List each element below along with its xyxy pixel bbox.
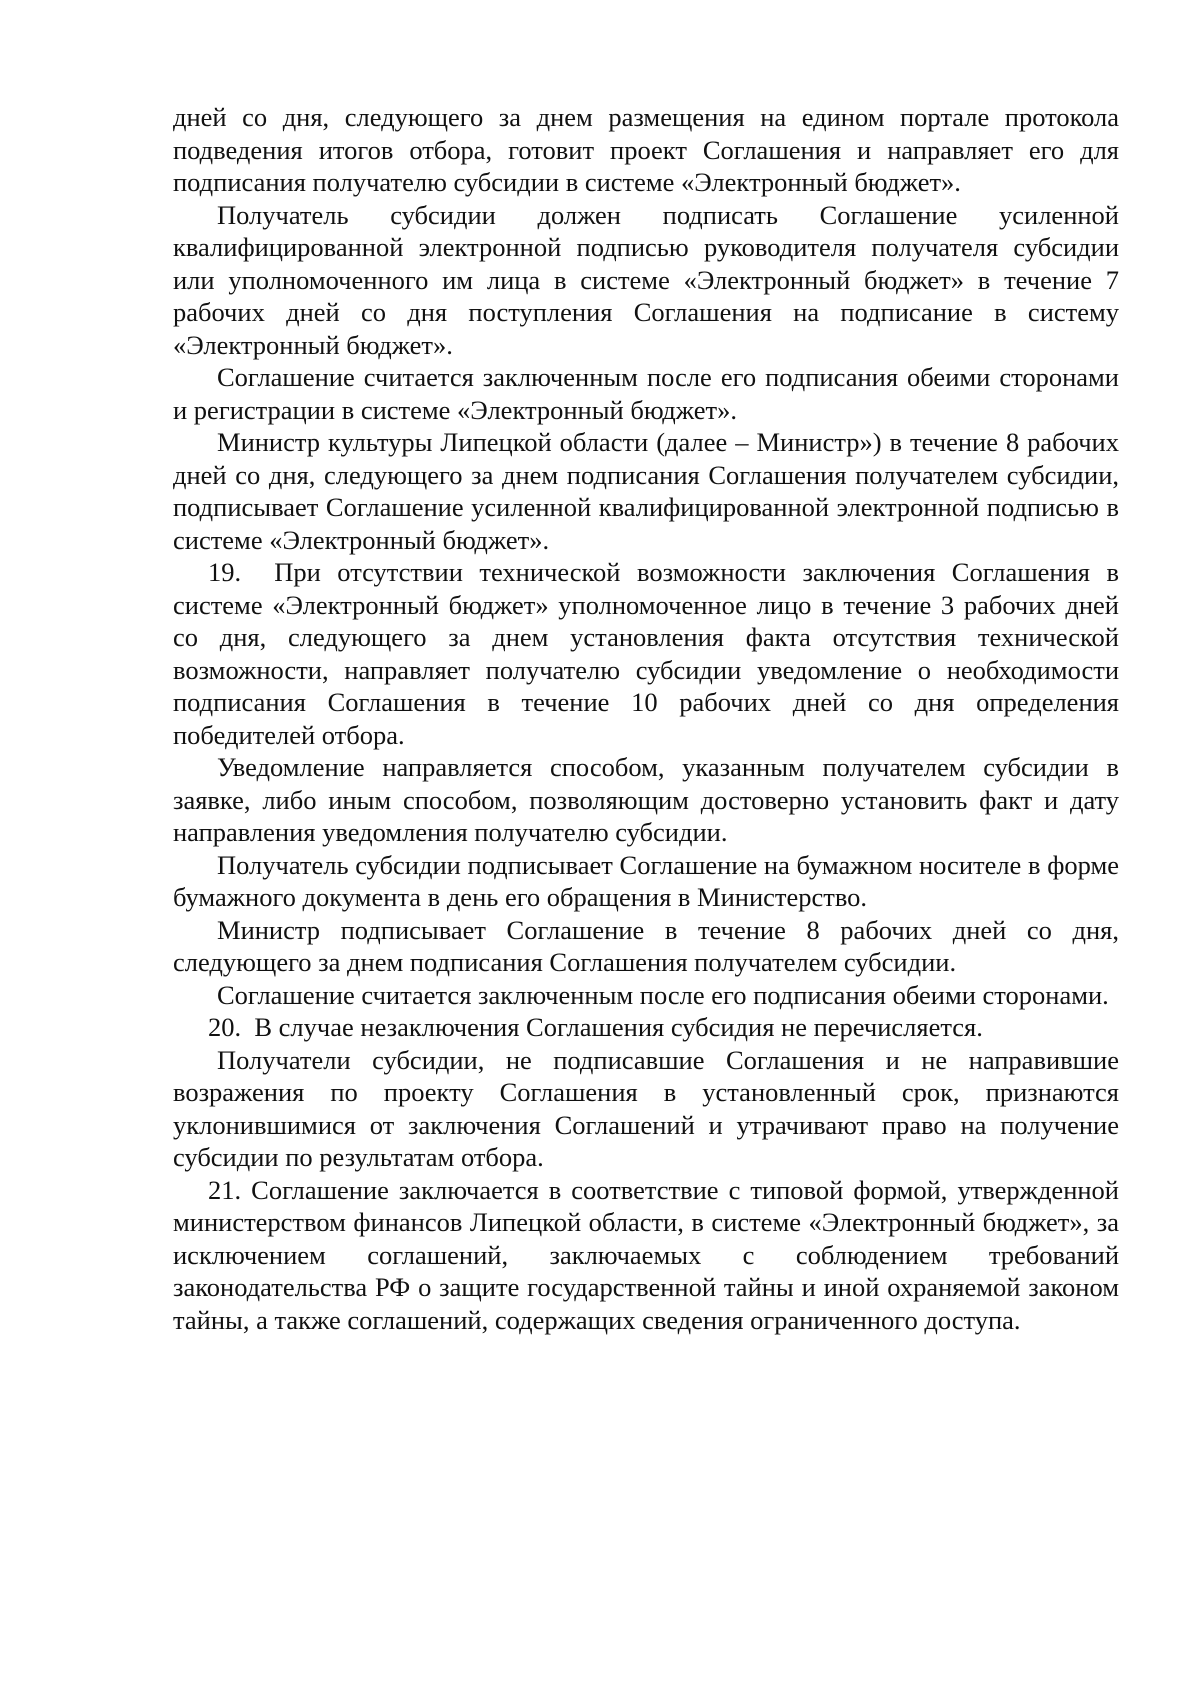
paragraph-text: Получатели субсидии, не подписавшие Соглашения и не направившие возражения по проекту Соглашения в установленный срок, признаются уклонившимися от заключения Соглашений и утрачивают право на получение субсидии по результатам отбора. bbox=[173, 1044, 1119, 1172]
paragraph-minister-paper-signing bbox=[173, 914, 1119, 979]
paragraph-minister-signs bbox=[173, 426, 1119, 556]
paragraph-text: При отсутствии технической возможности заключения Соглашения в системе «Электронный бюджет» уполномоченное лицо в течение 3 рабочих дней со дня, следующего за днем установления факта отсутствия технической возможности, направляет получателю субсидии уведомление о необходимости подписания Соглашения в течение 10 рабочих дней со дня определения победителей отбора. bbox=[173, 557, 1119, 750]
paragraph-agreement-concluded-2 bbox=[173, 979, 1119, 1012]
paragraph-notice bbox=[173, 751, 1119, 849]
paragraph-number: 19. bbox=[208, 557, 242, 587]
paragraph-continuation bbox=[173, 101, 1119, 199]
paragraph-evaders bbox=[173, 1044, 1119, 1174]
paragraph-20 bbox=[173, 1011, 1119, 1044]
paragraph-text: В случае незаключения Соглашения субсидия не перечисляется. bbox=[254, 1012, 983, 1042]
paragraph-19 bbox=[173, 556, 1119, 751]
paragraph-text: Уведомление направляется способом, указанным получателем субсидии в заявке, либо иным способом, позволяющим достоверно установить факт и дату направления уведомления получателю субсидии. bbox=[173, 752, 1119, 847]
paragraph-text: дней со дня, следующего за днем размещения на едином портале протокола подведения итогов отбора, готовит проект Соглашения и направляет его для подписания получателю субсидии в системе «Электронный бюджет». bbox=[173, 102, 1119, 197]
paragraph-text: Соглашение считается заключенным после его подписания обеими сторонами и регистрации в системе «Электронный бюджет». bbox=[173, 362, 1119, 425]
paragraph-paper-signing bbox=[173, 849, 1119, 914]
paragraph-text: Соглашение считается заключенным после его подписания обеими сторонами. bbox=[217, 979, 1109, 1010]
paragraph-text: Получатель субсидии подписывает Соглашение на бумажном носителе в форме бумажного документа в день его обращения в Министерство. bbox=[173, 849, 1119, 912]
paragraph-text: Получатель субсидии должен подписать Соглашение усиленной квалифицированной электронной подписью руководителя получателя субсидии или уполномоченного им лица в системе «Электронный бюджет» в течение 7 рабочих дней со дня поступления Соглашения на подписание в систему «Электронный бюджет». bbox=[173, 199, 1119, 360]
paragraph-recipient-signs bbox=[173, 199, 1119, 362]
paragraph-agreement-concluded bbox=[173, 361, 1119, 426]
paragraph-21 bbox=[173, 1174, 1119, 1337]
paragraph-text: Министр подписывает Соглашение в течение 8 рабочих дней со дня, следующего за днем подписания Соглашения получателем субсидии. bbox=[173, 914, 1119, 977]
paragraph-text: Соглашение заключается в соответствие с типовой формой, утвержденной министерством финансов Липецкой области, в системе «Электронный бюджет», за исключением соглашений, заключаемых с соблюдением требований законодательства РФ о защите государственной тайны и иной охраняемой законом тайны, а также соглашений, содержащих сведения ограниченного доступа. bbox=[173, 1174, 1119, 1335]
paragraph-number: 20. bbox=[208, 1012, 242, 1042]
paragraph-number: 21. bbox=[208, 1174, 242, 1205]
document-body bbox=[173, 101, 1119, 1336]
paragraph-text: Министр культуры Липецкой области (далее – Министр») в течение 8 рабочих дней со дня, следующего за днем подписания Соглашения получателем субсидии, подписывает Соглашение усиленной квалифицированной электронной подписью в системе «Электронный бюджет». bbox=[173, 427, 1119, 555]
